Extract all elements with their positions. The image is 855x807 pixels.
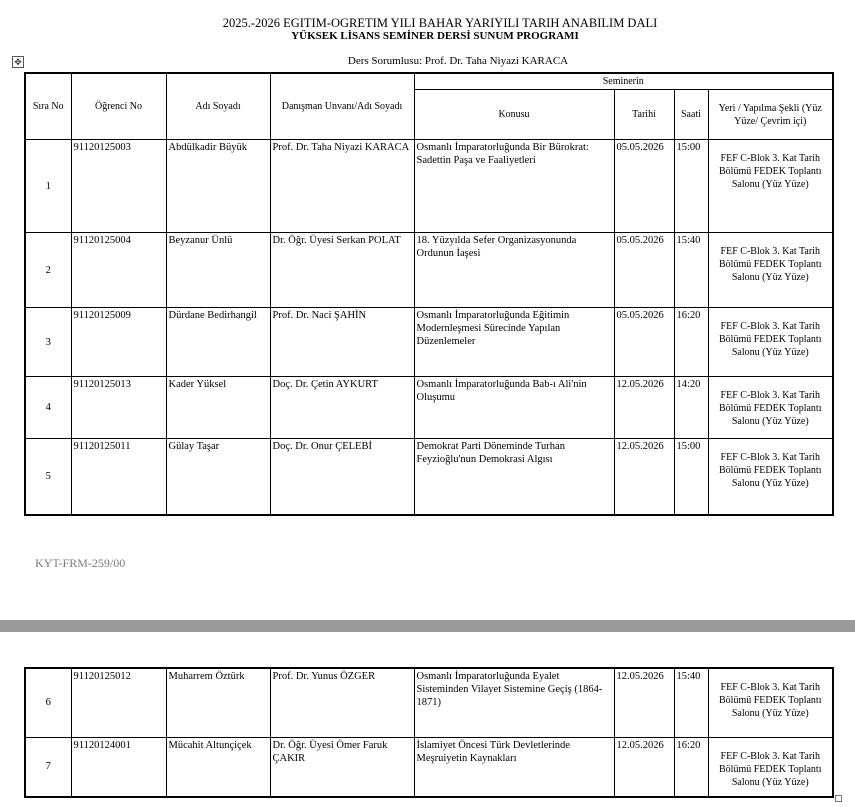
seminar-place: FEF C-Blok 3. Kat Tarih Bölümü FEDEK Toplantı Salonu (Yüz Yüze) [708, 233, 833, 308]
advisor: Prof. Dr. Yunus ÖZGER [270, 668, 414, 737]
seminar-date: 12.05.2026 [614, 439, 674, 515]
table-row [25, 377, 833, 439]
header-advisor: Danışman Unvanı/Adı Soyadı [270, 73, 414, 140]
seminar-place: FEF C-Blok 3. Kat Tarih Bölümü FEDEK Toplantı Salonu (Yüz Yüze) [708, 377, 833, 439]
table-row [25, 308, 833, 377]
student-name: Beyzanur Ünlü [166, 233, 270, 308]
student-name: Dürdane Bedirhangil [166, 308, 270, 377]
header-date: Tarihi [614, 90, 674, 140]
seminar-topic: İslamiyet Öncesi Türk Devletlerinde Meşruiyetin Kaynakları [414, 737, 614, 797]
student-name: Kader Yüksel [166, 377, 270, 439]
row-no: 6 [25, 668, 71, 737]
student-no: 91120124001 [71, 737, 166, 797]
seminar-date: 05.05.2026 [614, 308, 674, 377]
seminar-topic: Osmanlı İmparatorluğunda Eyalet Sisteminden Vilayet Sistemine Geçiş (1864-1871) [414, 668, 614, 737]
student-name: Mücahit Altunçiçek [166, 737, 270, 797]
seminar-time: 15:00 [674, 439, 708, 515]
row-no: 2 [25, 233, 71, 308]
move-arrows-icon[interactable]: ✥ [12, 56, 24, 68]
seminar-time: 15:00 [674, 140, 708, 233]
row-no: 5 [25, 439, 71, 515]
seminar-table-page-one [24, 72, 834, 516]
seminar-time: 16:20 [674, 737, 708, 797]
seminar-topic: Osmanlı İmparatorluğunda Bir Bürokrat: Sadettin Paşa ve Faaliyetleri [414, 140, 614, 233]
seminar-place: FEF C-Blok 3. Kat Tarih Bölümü FEDEK Toplantı Salonu (Yüz Yüze) [708, 668, 833, 737]
table-row [25, 737, 833, 797]
advisor: Prof. Dr. Naci ŞAHİN [270, 308, 414, 377]
page-break-gap [0, 620, 855, 632]
advisor: Prof. Dr. Taha Niyazi KARACA [270, 140, 414, 233]
header-seminar-group: Seminerin [414, 73, 833, 90]
student-name: Abdülkadir Büyük [166, 140, 270, 233]
seminar-time: 15:40 [674, 233, 708, 308]
document-subtitle: YÜKSEK LİSANS SEMİNER DERSİ SUNUM PROGRAMI [291, 30, 579, 42]
advisor: Dr. Öğr. Üyesi Ömer Faruk ÇAKIR [270, 737, 414, 797]
seminar-date: 12.05.2026 [614, 668, 674, 737]
seminar-place: FEF C-Blok 3. Kat Tarih Bölümü FEDEK Toplantı Salonu (Yüz Yüze) [708, 140, 833, 233]
header-no: Sıra No [25, 73, 71, 140]
seminar-place: FEF C-Blok 3. Kat Tarih Bölümü FEDEK Toplantı Salonu (Yüz Yüze) [708, 439, 833, 515]
seminar-topic: Demokrat Parti Döneminde Turhan Feyzioğlu'nun Demokrasi Algısı [414, 439, 614, 515]
seminar-time: 14:20 [674, 377, 708, 439]
row-no: 1 [25, 140, 71, 233]
end-of-cell-icon [835, 795, 842, 802]
student-name: Gülay Taşar [166, 439, 270, 515]
seminar-date: 12.05.2026 [614, 377, 674, 439]
row-no: 3 [25, 308, 71, 377]
student-no: 91120125009 [71, 308, 166, 377]
student-no: 91120125003 [71, 140, 166, 233]
document-title: 2025.-2026 EGITIM-OGRETIM YILI BAHAR YARIYILI TARIH ANABILIM DALI [222, 16, 658, 30]
student-no: 91120125012 [71, 668, 166, 737]
advisor: Dr. Öğr. Üyesi Serkan POLAT [270, 233, 414, 308]
seminar-table-page-two [24, 667, 834, 798]
table-row [25, 439, 833, 515]
advisor: Doç. Dr. Çetin AYKURT [270, 377, 414, 439]
seminar-date: 05.05.2026 [614, 140, 674, 233]
student-name: Muharrem Öztürk [166, 668, 270, 737]
header-place: Yeri / Yapılma Şekli (Yüz Yüze/ Çevrim içi) [708, 90, 833, 140]
seminar-place: FEF C-Blok 3. Kat Tarih Bölümü FEDEK Toplantı Salonu (Yüz Yüze) [708, 308, 833, 377]
seminar-topic: Osmanlı İmparatorluğunda Eğitimin Modernleşmesi Sürecinde Yapılan Düzenlemeler [414, 308, 614, 377]
table-row [25, 233, 833, 308]
header-time: Saati [674, 90, 708, 140]
seminar-topic: 18. Yüzyılda Sefer Organizasyonunda Ordunun İaşesi [414, 233, 614, 308]
seminar-date: 05.05.2026 [614, 233, 674, 308]
seminar-time: 16:20 [674, 308, 708, 377]
seminar-place: FEF C-Blok 3. Kat Tarih Bölümü FEDEK Toplantı Salonu (Yüz Yüze) [708, 737, 833, 797]
header-student-no: Öğrenci No [71, 73, 166, 140]
advisor: Doç. Dr. Onur ÇELEBİ [270, 439, 414, 515]
seminar-time: 15:40 [674, 668, 708, 737]
student-no: 91120125011 [71, 439, 166, 515]
seminar-topic: Osmanlı İmparatorluğunda Bab-ı Ali'nin Oluşumu [414, 377, 614, 439]
form-code: KYT-FRM-259/00 [35, 556, 126, 570]
seminar-table-continued [24, 667, 834, 798]
table-row [25, 668, 833, 737]
row-no: 7 [25, 737, 71, 797]
student-no: 91120125004 [71, 233, 166, 308]
student-no: 91120125013 [71, 377, 166, 439]
table-row [25, 140, 833, 233]
row-no: 4 [25, 377, 71, 439]
seminar-date: 12.05.2026 [614, 737, 674, 797]
header-name: Adı Soyadı [166, 73, 270, 140]
course-responsible: Ders Sorumlusu: Prof. Dr. Taha Niyazi KARACA [347, 55, 569, 67]
seminar-table [24, 72, 834, 516]
header-topic: Konusu [414, 90, 614, 140]
